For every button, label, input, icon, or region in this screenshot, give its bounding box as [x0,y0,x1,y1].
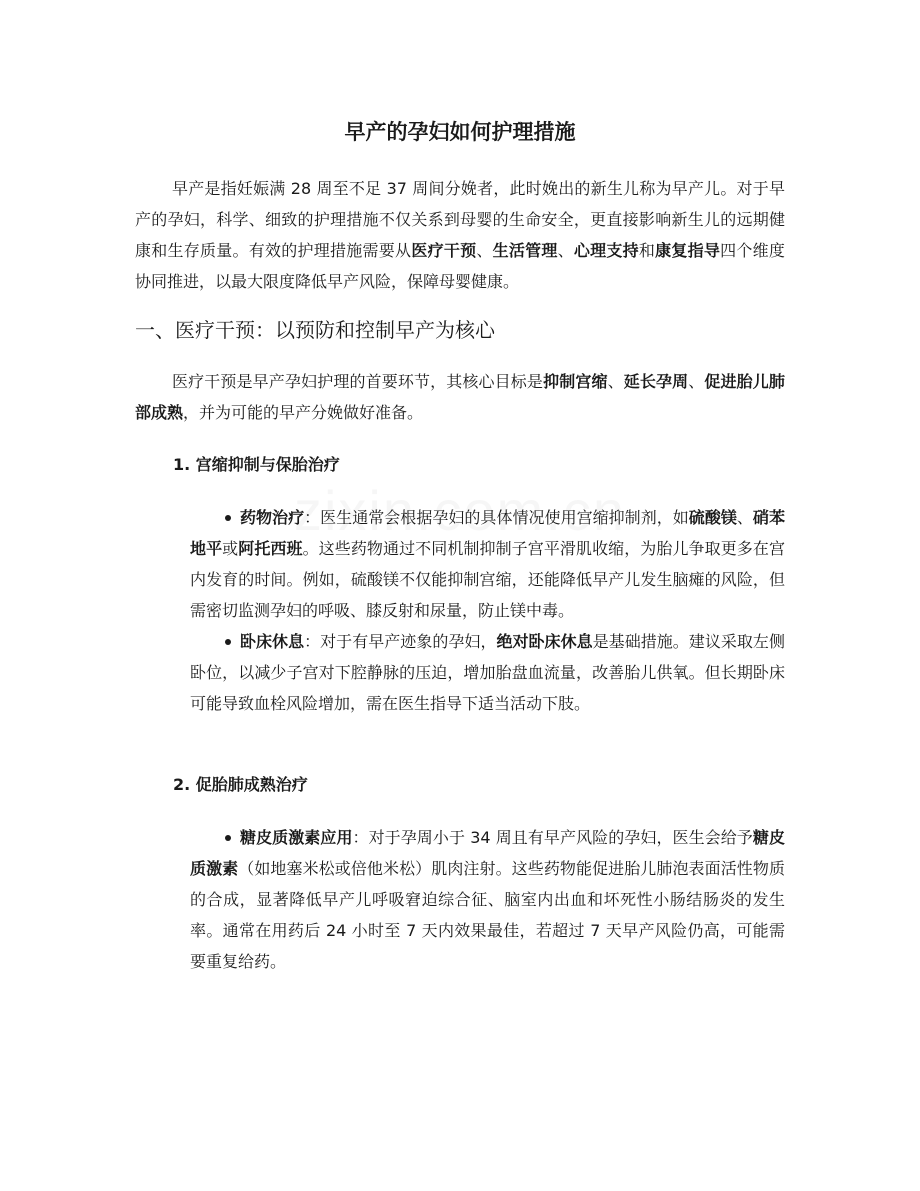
bullet-list [190,502,785,719]
intro-paragraph: 早产是指妊娠满 28 周至不足 37 周间分娩者，此时娩出的新生儿称为早产儿。对于早产的孕妇，科学、细致的护理措施不仅关系到母婴的生命安全，更直接影响新生儿的远期健康和生存质量。有效的护理措施需要从医疗干预、生活管理、心理支持和康复指导四个维度协同推进，以最大限度降低早产风险，保障母婴健康。 [135,179,785,291]
subsection-heading: 1. 宫缩抑制与保胎治疗 [173,455,340,474]
list-item: 卧床休息：对于有早产迹象的孕妇，绝对卧床休息是基础措施。建议采取左侧卧位，以减少子宫对下腔静脉的压迫，增加胎盘血流量，改善胎儿供氧。但长期卧床可能导致血栓风险增加，需在医生指导下适当活动下肢。 [190,632,785,713]
bullet-icon [225,639,231,645]
bold-term: 生活管理 [492,241,558,260]
bold-term: 抑制宫缩 [543,372,608,391]
document-title: 早产的孕妇如何护理措施 [344,120,576,144]
bullet-list [190,822,785,977]
bullet-icon [225,835,231,841]
bold-term: 促进胎儿肺部成熟 [135,372,785,422]
subsection-heading: 2. 促胎肺成熟治疗 [173,775,308,794]
bold-term: 延长孕周 [623,372,689,391]
bold-term: 硫酸镁 [688,508,737,527]
list-item: 药物治疗：医生通常会根据孕妇的具体情况使用宫缩抑制剂，如硫酸镁、硝苯地平或阿托西班。这些药物通过不同机制抑制子宫平滑肌收缩，为胎儿争取更多在宫内发育的时间。例如，硫酸镁不仅能抑制宫缩，还能降低早产儿发生脑瘫的风险，但需密切监测孕妇的呼吸、膝反射和尿量，防止镁中毒。 [190,508,785,620]
bold-term: 医疗干预 [411,241,477,260]
bold-term: 心理支持 [573,241,639,260]
list-item: 糖皮质激素应用：对于孕周小于 34 周且有早产风险的孕妇，医生会给予糖皮质激素（如地塞米松或倍他米松）肌肉注射。这些药物能促进胎儿肺泡表面活性物质的合成，显著降低早产儿呼吸窘迫综合征、脑室内出血和坏死性小肠结肠炎的发生率。通常在用药后 24 小时至 7 天内效果最佳，若超过 7 天早产风险仍高，可能需要重复给药。 [190,828,785,971]
section-heading: 一、医疗干预：以预防和控制早产为核心 [135,318,495,342]
bold-term: 硝苯地平 [190,508,785,558]
bullet-icon [225,515,231,521]
bold-term: 绝对卧床休息 [496,632,593,651]
item-label: 卧床休息 [240,632,305,651]
bold-term: 阿托西班 [238,539,303,558]
section-paragraph: 医疗干预是早产孕妇护理的首要环节，其核心目标是抑制宫缩、延长孕周、促进胎儿肺部成熟，并为可能的早产分娩做好准备。 [135,372,785,422]
bold-term: 康复指导 [655,241,721,260]
item-label: 药物治疗 [240,508,305,527]
bold-term: 糖皮质激素 [190,828,785,878]
item-label: 糖皮质激素应用 [240,828,353,847]
